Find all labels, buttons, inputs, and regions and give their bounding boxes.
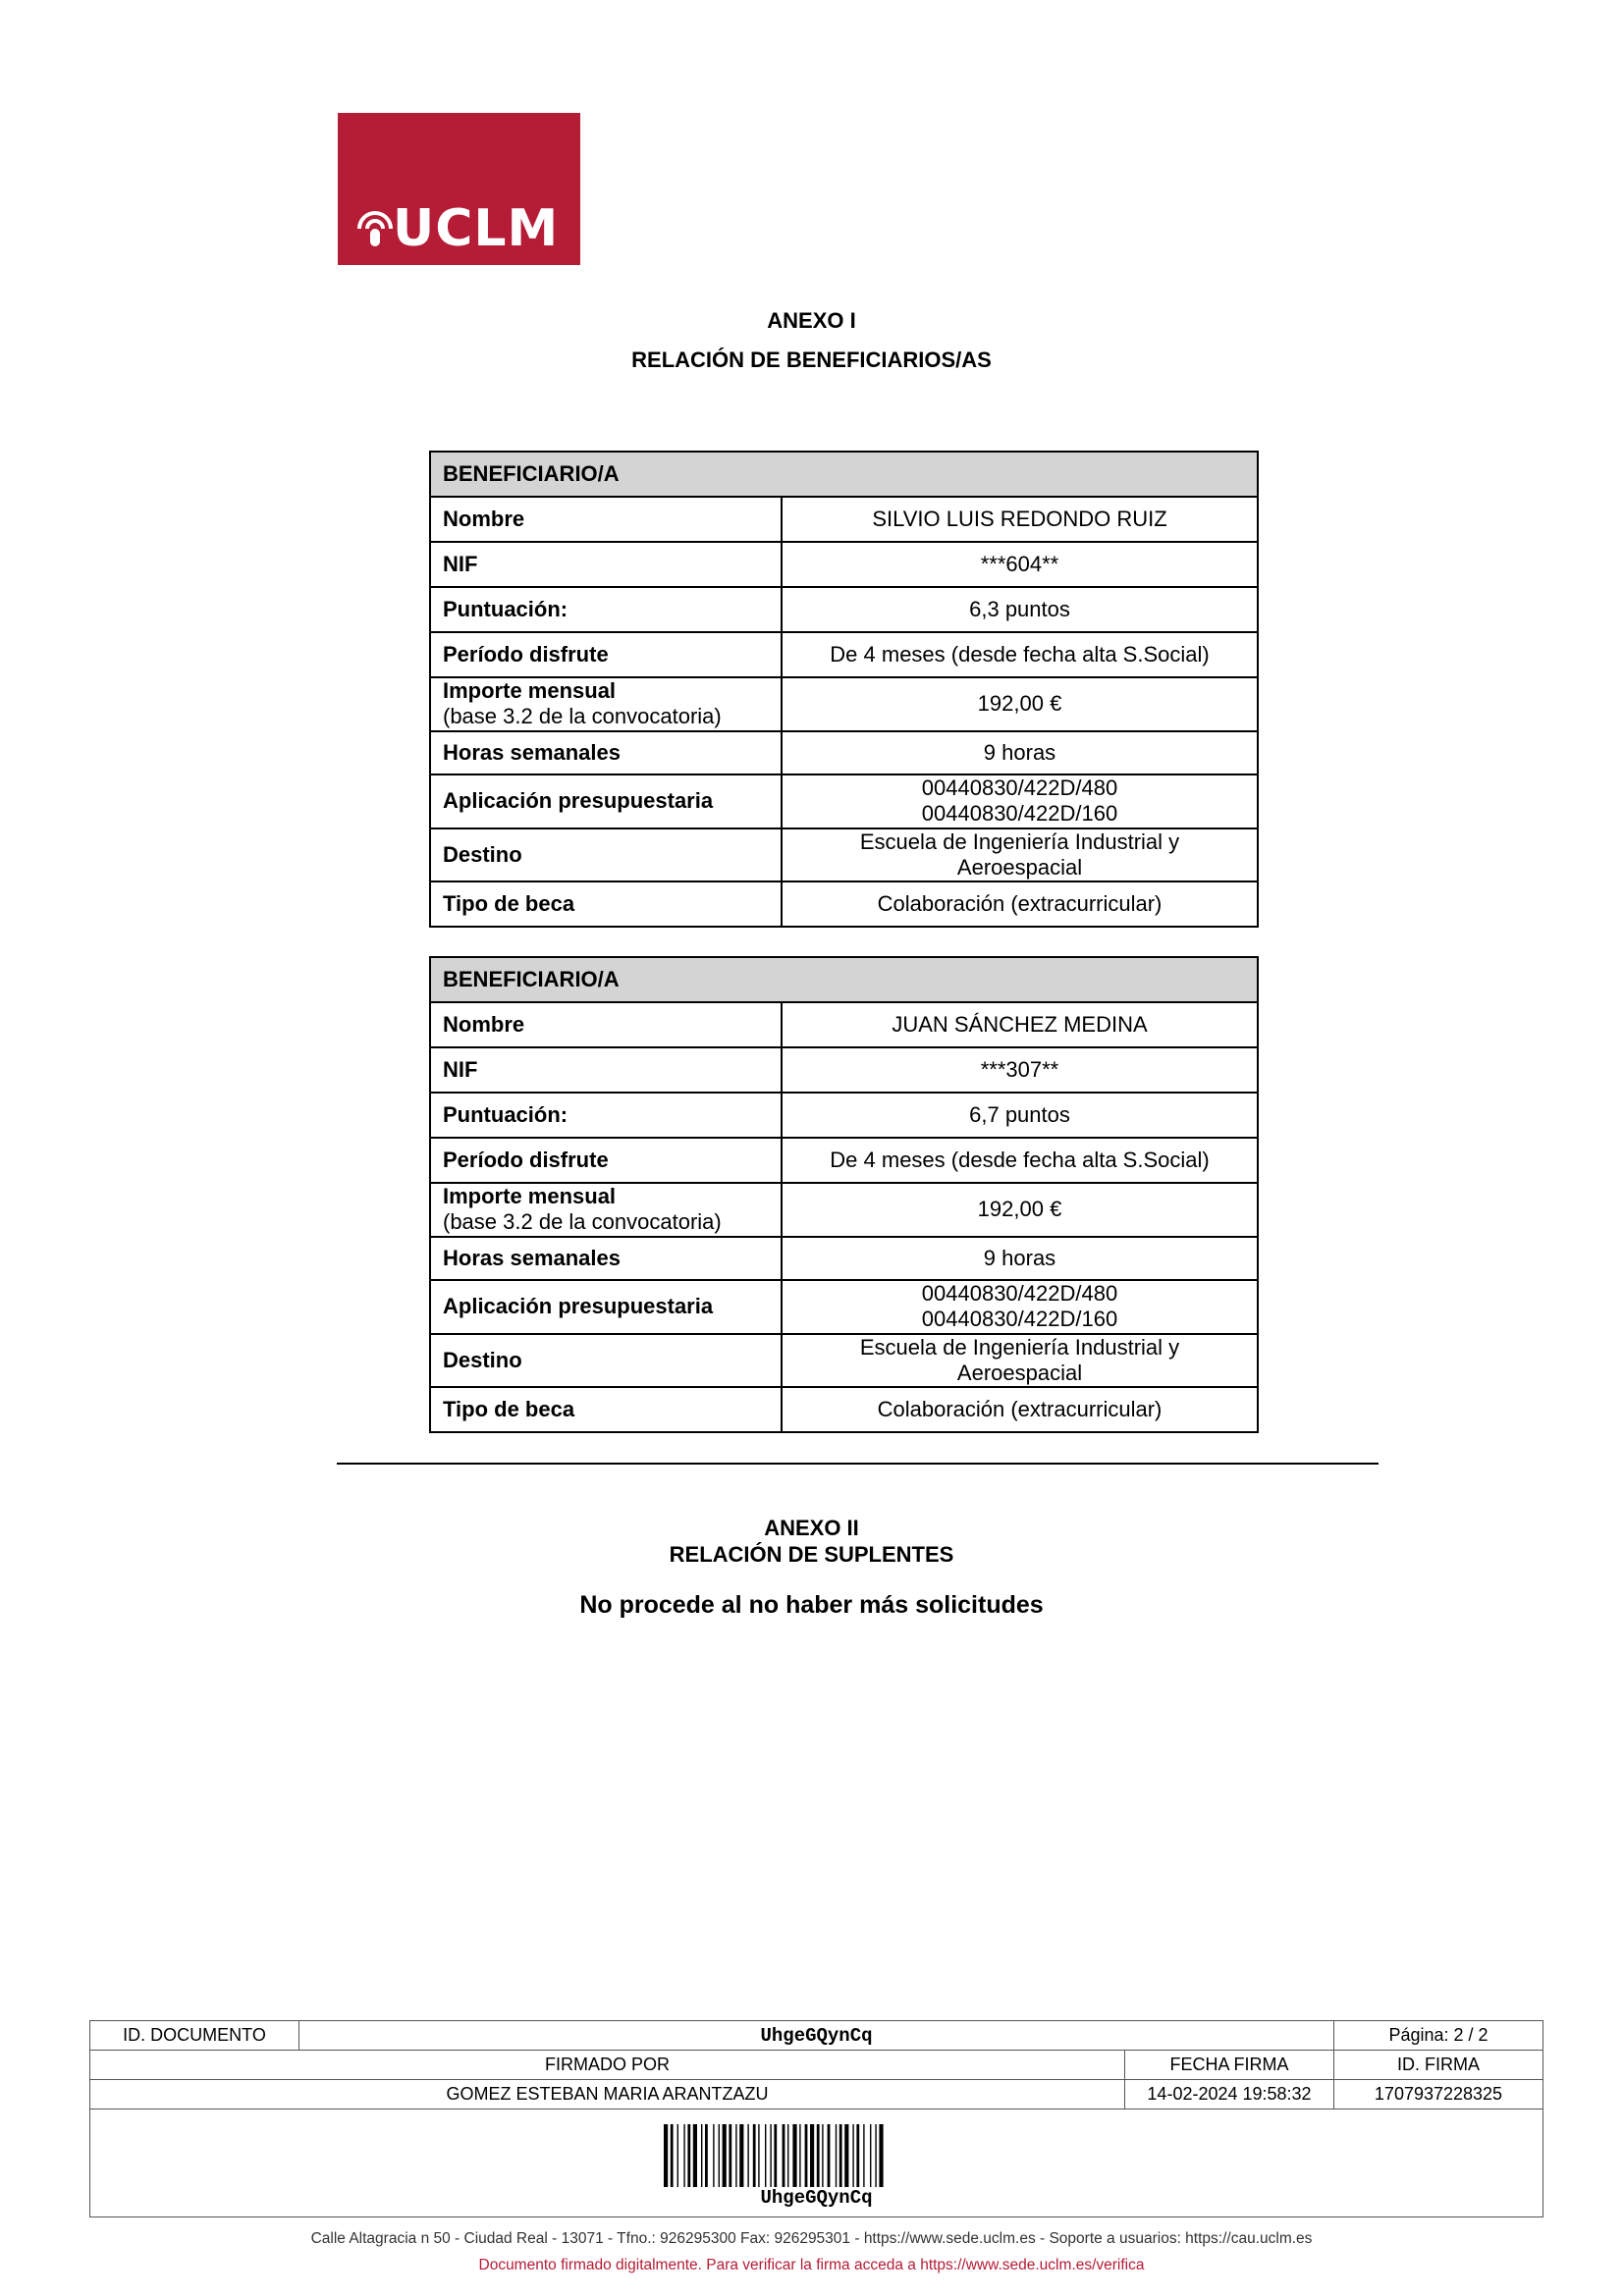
- row-value-text: 9 horas: [983, 1245, 1056, 1270]
- beneficiary-row: [430, 1183, 1258, 1237]
- row-value: [782, 632, 1258, 677]
- beneficiary-row: [430, 1002, 1258, 1047]
- row-value: [782, 497, 1258, 542]
- beneficiary-row: [430, 542, 1258, 587]
- row-value-text-2: 00440830/422D/160: [921, 801, 1118, 827]
- row-value: [782, 1093, 1258, 1138]
- row-label-text: Aplicación presupuestaria: [443, 1293, 714, 1318]
- row-value-text: SILVIO LUIS REDONDO RUIZ: [872, 506, 1167, 531]
- beneficiary-row: [430, 1138, 1258, 1183]
- beneficiary-row: [430, 1387, 1258, 1432]
- logo-text: UCLM: [393, 199, 560, 258]
- barcode-text: UhgeGQynCq: [760, 2186, 873, 2209]
- row-sublabel: (base 3.2 de la convocatoria): [443, 1209, 722, 1235]
- row-value-text: 00440830/422D/480: [921, 1280, 1118, 1306]
- row-value-text: 6,7 puntos: [969, 1101, 1070, 1127]
- row-label: [430, 632, 782, 677]
- beneficiary-row: [430, 1280, 1258, 1334]
- signature-table: [89, 2020, 1543, 2217]
- row-label-text: Puntuación:: [443, 596, 568, 621]
- row-value-text: Escuela de Ingeniería Industrial y: [859, 828, 1180, 854]
- row-label-text: Nombre: [443, 1011, 525, 1037]
- row-value: [782, 1387, 1258, 1432]
- row-value-text: 6,3 puntos: [969, 596, 1070, 621]
- row-value: [782, 542, 1258, 587]
- row-label-text: Horas semanales: [443, 739, 621, 765]
- beneficiary-row: [430, 632, 1258, 677]
- row-value: [782, 774, 1258, 828]
- beneficiary-row: [430, 1237, 1258, 1280]
- row-label-text: Período disfrute: [443, 1147, 609, 1172]
- barcode-icon: [664, 2124, 970, 2187]
- pagina-label: Página: 2 / 2: [1334, 2021, 1543, 2051]
- row-label: [430, 731, 782, 774]
- row-value: [782, 677, 1258, 731]
- row-label: [430, 1387, 782, 1432]
- firmante-name: GOMEZ ESTEBAN MARIA ARANTZAZU: [90, 2080, 1125, 2109]
- fecha-firma-label: FECHA FIRMA: [1125, 2051, 1334, 2080]
- row-label-text: Importe mensual: [443, 1184, 617, 1208]
- row-value-text: 192,00 €: [977, 691, 1062, 717]
- row-label-text: Importe mensual: [443, 678, 617, 703]
- beneficiary-row: [430, 1093, 1258, 1138]
- row-label: [430, 1047, 782, 1093]
- row-label-text: Nombre: [443, 506, 525, 531]
- annex2-notice: No procede al no haber más solicitudes: [579, 1591, 1044, 1619]
- beneficiary-row: [430, 731, 1258, 774]
- row-label: [430, 828, 782, 882]
- uclm-mark-icon: [353, 207, 397, 254]
- id-documento-value: UhgeGQynCq: [299, 2021, 1334, 2051]
- row-label-text: Tipo de beca: [443, 1397, 575, 1422]
- row-label-text: NIF: [443, 1056, 478, 1082]
- beneficiary-header: BENEFICIARIO/A: [430, 957, 1258, 1002]
- row-label-text: NIF: [443, 551, 478, 576]
- annex1-title: ANEXO I: [767, 308, 856, 333]
- beneficiary-header: BENEFICIARIO/A: [430, 452, 1258, 497]
- row-value: [782, 731, 1258, 774]
- row-label: [430, 542, 782, 587]
- row-label: [430, 1002, 782, 1047]
- row-label: [430, 1334, 782, 1388]
- beneficiary-row: [430, 587, 1258, 632]
- row-value: [782, 1334, 1258, 1388]
- uclm-logo: [338, 113, 580, 265]
- footer-address: Calle Altagracia n 50 - Ciudad Real - 13071 - Tfno.: 926295300 Fax: 926295301 - https://www.sede.uclm.es - Soporte a usuarios: https://cau.uclm.es: [310, 2230, 1313, 2247]
- row-label-text: Puntuación:: [443, 1101, 568, 1127]
- row-label: [430, 1138, 782, 1183]
- row-label: [430, 677, 782, 731]
- row-value: [782, 1002, 1258, 1047]
- row-value-text: 00440830/422D/480: [921, 774, 1118, 800]
- row-value: [782, 828, 1258, 882]
- row-value-text: 192,00 €: [977, 1197, 1062, 1222]
- beneficiary-table: [429, 956, 1259, 1433]
- row-label-text: Horas semanales: [443, 1245, 621, 1270]
- row-label-text: Aplicación presupuestaria: [443, 787, 714, 813]
- barcode-cell: [90, 2109, 1543, 2217]
- row-value: [782, 1183, 1258, 1237]
- row-value: [782, 881, 1258, 927]
- row-sublabel: (base 3.2 de la convocatoria): [443, 704, 722, 729]
- annex1-subtitle: RELACIÓN DE BENEFICIARIOS/AS: [631, 347, 992, 372]
- id-firma-label: ID. FIRMA: [1334, 2051, 1543, 2080]
- annex2-subtitle: RELACIÓN DE SUPLENTES: [669, 1542, 954, 1567]
- beneficiary-row: [430, 828, 1258, 882]
- id-documento-label: ID. DOCUMENTO: [90, 2021, 299, 2051]
- row-label: [430, 497, 782, 542]
- row-value-text: De 4 meses (desde fecha alta S.Social): [830, 641, 1210, 667]
- row-value-text: ***604**: [980, 551, 1059, 576]
- row-label: [430, 881, 782, 927]
- row-value-text-2: Aeroespacial: [956, 854, 1083, 880]
- divider: [337, 1463, 1379, 1465]
- row-value-text-2: 00440830/422D/160: [921, 1307, 1118, 1332]
- row-value: [782, 587, 1258, 632]
- row-label-text: Tipo de beca: [443, 891, 575, 917]
- row-label: [430, 1093, 782, 1138]
- beneficiary-row: [430, 677, 1258, 731]
- row-value-text: De 4 meses (desde fecha alta S.Social): [830, 1147, 1210, 1172]
- beneficiary-table: [429, 451, 1259, 928]
- row-value: [782, 1280, 1258, 1334]
- row-value-text: Colaboración (extracurricular): [877, 1397, 1163, 1422]
- row-label-text: Destino: [443, 841, 522, 867]
- row-label-text: Período disfrute: [443, 641, 609, 667]
- row-label: [430, 587, 782, 632]
- row-value-text: ***307**: [980, 1056, 1059, 1082]
- row-label: [430, 1280, 782, 1334]
- row-label: [430, 1237, 782, 1280]
- row-label-text: Destino: [443, 1347, 522, 1372]
- row-value-text: Escuela de Ingeniería Industrial y: [859, 1334, 1180, 1360]
- row-label: [430, 774, 782, 828]
- fecha-firma-value: 14-02-2024 19:58:32: [1125, 2080, 1334, 2109]
- annex2-title: ANEXO II: [764, 1516, 859, 1540]
- beneficiary-row: [430, 774, 1258, 828]
- row-value-text: JUAN SÁNCHEZ MEDINA: [892, 1011, 1148, 1037]
- beneficiary-row: [430, 1334, 1258, 1388]
- row-value-text-2: Aeroespacial: [956, 1360, 1083, 1385]
- id-firma-value: 1707937228325: [1334, 2080, 1543, 2109]
- beneficiary-row: [430, 1047, 1258, 1093]
- row-value-text: 9 horas: [983, 739, 1056, 765]
- row-label: [430, 1183, 782, 1237]
- row-value: [782, 1047, 1258, 1093]
- footer-verify: Documento firmado digitalmente. Para verificar la firma acceda a https://www.sede.uclm.es/verifica: [478, 2257, 1145, 2273]
- row-value: [782, 1138, 1258, 1183]
- row-value: [782, 1237, 1258, 1280]
- beneficiary-row: [430, 881, 1258, 927]
- row-value-text: Colaboración (extracurricular): [877, 891, 1163, 917]
- firmado-por-label: FIRMADO POR: [90, 2051, 1125, 2080]
- beneficiary-row: [430, 497, 1258, 542]
